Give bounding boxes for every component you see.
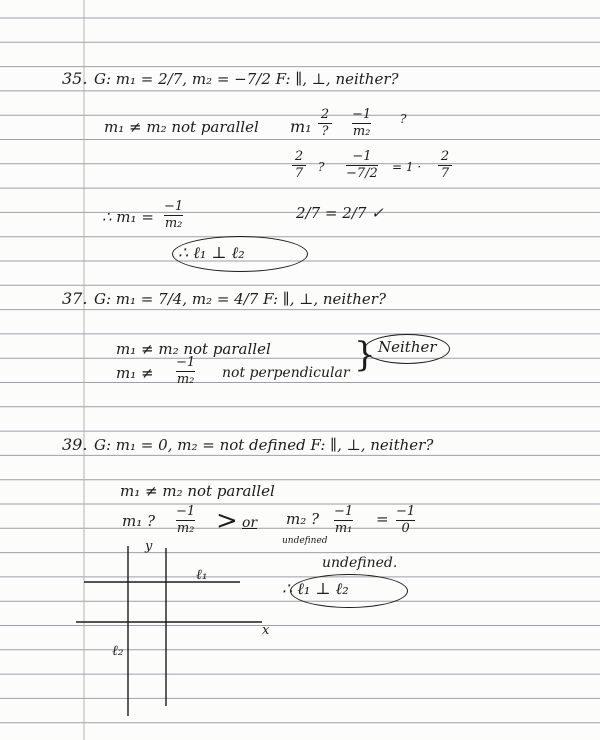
problem-35-equals-1: = 1 · (392, 160, 422, 174)
frac-num: −1 (352, 107, 372, 122)
frac-den: m₁ (334, 521, 353, 536)
problem-37-m1-neq: m₁ ≠ (116, 364, 154, 382)
frac-den: 7 (440, 166, 450, 181)
problem-39-m2-q: m₂ ? (286, 510, 320, 528)
problem-35-given: G: m₁ = 2/7, m₂ = −7/2 F: ∥, ⊥, neither? (94, 70, 399, 88)
graph-y-label: y (145, 539, 153, 554)
problem-37-answer: Neither (378, 338, 437, 356)
frac-num: −1 (396, 504, 416, 519)
problem-37-brace: } (354, 335, 376, 375)
problem-35-m1: m₁ (290, 117, 312, 136)
problem-39-greater: > (216, 506, 238, 536)
problem-37-number: 37. (62, 289, 88, 308)
problem-39-m1-q: m₁ ? (122, 512, 156, 530)
frac-den: m₂ (164, 216, 183, 231)
frac-den: m₂ (176, 372, 195, 387)
frac-num: 2 (320, 107, 330, 122)
frac-num: −1 (164, 199, 184, 214)
problem-35-check: 2/7 = 2/7 ✓ (296, 204, 384, 222)
problem-35-not-parallel: m₁ ≠ m₂ not parallel (104, 118, 259, 136)
problem-35-therefore: ∴ m₁ = (102, 208, 154, 226)
frac-num: −1 (352, 149, 372, 164)
problem-39-equals: = (376, 510, 389, 528)
problem-35-conclusion: ∴ ℓ₁ ⊥ ℓ₂ (178, 243, 245, 262)
problem-39-undefined-small: undefined (282, 536, 328, 546)
problem-37-given: G: m₁ = 7/4, m₂ = 4/7 F: ∥, ⊥, neither? (94, 290, 386, 308)
problem-39-undefined: undefined. (322, 555, 398, 571)
frac-den: 0 (401, 521, 410, 536)
problem-39-number: 39. (62, 435, 88, 454)
problem-35-q2: ? (318, 160, 325, 174)
frac-num: −1 (176, 504, 196, 519)
frac-num: 2 (440, 149, 450, 164)
frac-den: −7/2 (346, 166, 378, 181)
problem-37-not-parallel: m₁ ≠ m₂ not parallel (116, 340, 271, 358)
problem-39-given: G: m₁ = 0, m₂ = not defined F: ∥, ⊥, neither? (94, 436, 434, 454)
frac-den: m₂ (176, 521, 195, 536)
problem-39-not-parallel: m₁ ≠ m₂ not parallel (120, 482, 275, 500)
frac-den: ? (321, 124, 329, 139)
frac-num: −1 (176, 355, 196, 370)
frac-den: 7 (294, 166, 304, 181)
frac-num: −1 (334, 504, 354, 519)
problem-39-or: or (242, 515, 258, 531)
frac-num: 2 (294, 149, 304, 164)
frac-den: m₂ (352, 124, 371, 139)
graph-x-label: x (262, 623, 270, 638)
graph-l2-label: ℓ₂ (112, 643, 124, 659)
problem-35-question: ? (400, 112, 407, 126)
problem-35-number: 35. (62, 69, 88, 88)
problem-37-not-perp: not perpendicular (222, 365, 350, 381)
graph-l1-label: ℓ₁ (196, 567, 208, 583)
problem-39-conclusion: ∴ ℓ₁ ⊥ ℓ₂ (282, 579, 349, 598)
